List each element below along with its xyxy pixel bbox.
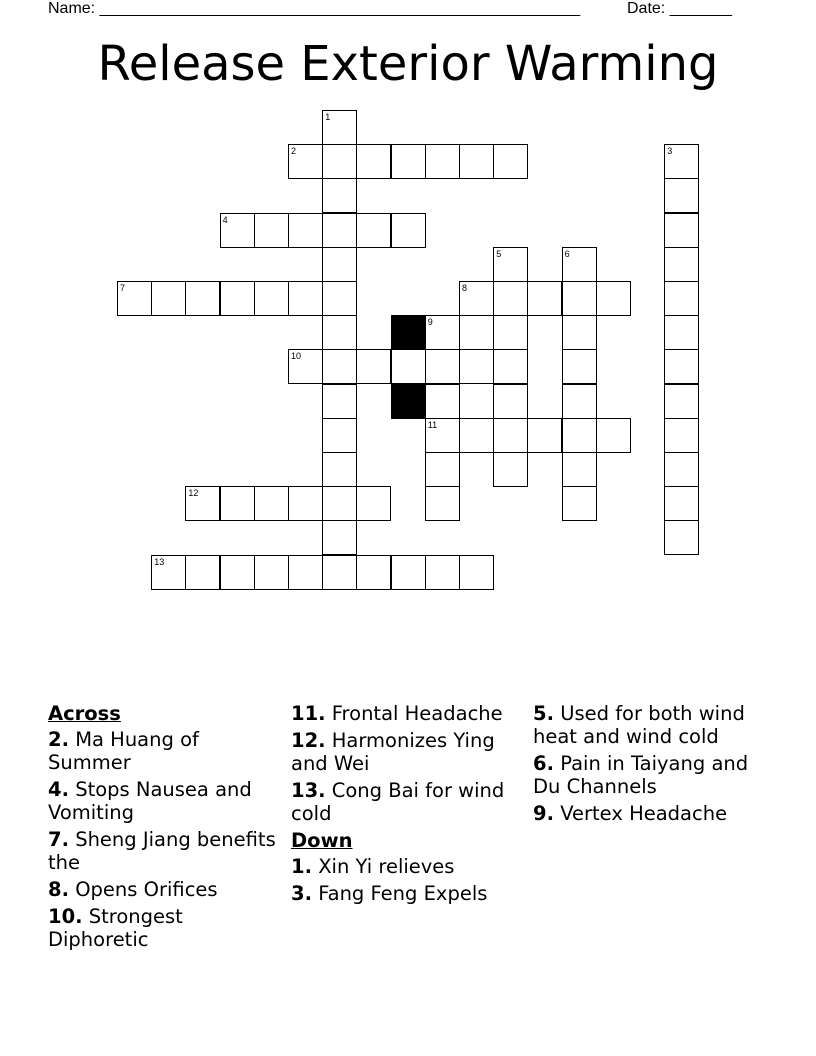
clue-number: 4 [222, 214, 228, 225]
grid-cell[interactable] [391, 213, 426, 248]
grid-cell[interactable] [562, 418, 597, 453]
grid-cell[interactable] [254, 281, 289, 316]
date-field: Date: _______ [627, 0, 732, 17]
clue-across-11: 11. Frontal Headache [291, 702, 503, 725]
grid-cell[interactable] [356, 555, 391, 590]
grid-cell[interactable] [322, 520, 357, 555]
clue-down-6: 6. Pain in Taiyang and Du Channels [533, 752, 749, 798]
grid-cell[interactable] [322, 213, 357, 248]
grid-cell[interactable] [562, 349, 597, 384]
grid-cell[interactable] [459, 281, 494, 316]
clues-column-1 [48, 702, 278, 955]
clue-number: 12 [188, 488, 199, 499]
grid-cell[interactable] [322, 110, 357, 145]
grid-cell[interactable] [459, 555, 494, 590]
clue-number: 6 [564, 248, 570, 259]
grid-cell[interactable] [288, 486, 323, 521]
clue-number: 9 [427, 317, 433, 328]
clue-number: 11 [427, 419, 438, 430]
grid-cell[interactable] [322, 315, 357, 350]
black-cell [391, 315, 426, 350]
clue-across-7: 7. Sheng Jiang benefits the [48, 828, 276, 874]
grid-cell[interactable] [322, 555, 357, 590]
puzzle-title: Release Exterior Warming [97, 36, 719, 92]
grid-cell[interactable] [493, 144, 528, 179]
clue-number: 13 [154, 556, 165, 567]
grid-cell[interactable] [356, 144, 391, 179]
grid-cell[interactable] [493, 247, 528, 282]
grid-cell[interactable] [664, 349, 699, 384]
grid-cell[interactable] [220, 213, 255, 248]
clues-column-3 [533, 702, 763, 829]
grid-cell[interactable] [391, 555, 426, 590]
grid-cell[interactable] [254, 555, 289, 590]
grid-cell[interactable] [254, 486, 289, 521]
grid-cell[interactable] [425, 418, 460, 453]
grid-cell[interactable] [288, 144, 323, 179]
grid-cell[interactable] [664, 144, 699, 179]
grid-cell[interactable] [356, 349, 391, 384]
grid-cell[interactable] [254, 213, 289, 248]
clue-across-8: 8. Opens Orifices [48, 878, 218, 901]
grid-cell[interactable] [220, 281, 255, 316]
grid-cell[interactable] [425, 384, 460, 419]
grid-cell[interactable] [459, 144, 494, 179]
clue-down-5: 5. Used for both wind heat and wind cold [533, 702, 745, 748]
clue-across-10: 10. Strongest Diphoretic [48, 905, 183, 951]
grid-cell[interactable] [185, 486, 220, 521]
grid-cell[interactable] [391, 144, 426, 179]
grid-cell[interactable] [562, 452, 597, 487]
grid-cell[interactable] [322, 144, 357, 179]
clue-across-13: 13. Cong Bai for wind cold [291, 779, 505, 825]
grid-cell[interactable] [527, 281, 562, 316]
grid-cell[interactable] [527, 418, 562, 453]
grid-cell[interactable] [493, 452, 528, 487]
grid-cell[interactable] [664, 418, 699, 453]
clue-number: 1 [325, 112, 331, 122]
grid-cell[interactable] [459, 349, 494, 384]
name-field: Name: ______________________________________________________ [48, 0, 581, 17]
clue-number: 7 [120, 283, 126, 293]
grid-cell[interactable] [322, 178, 357, 213]
grid-cell[interactable] [356, 213, 391, 248]
grid-cell[interactable] [425, 486, 460, 521]
grid-cell[interactable] [391, 349, 426, 384]
grid-cell[interactable] [562, 486, 597, 521]
grid-cell[interactable] [562, 384, 597, 419]
down-heading: Down [291, 829, 353, 852]
grid-cell[interactable] [664, 520, 699, 555]
grid-cell[interactable] [664, 452, 699, 487]
grid-cell[interactable] [322, 281, 357, 316]
grid-cell[interactable] [425, 452, 460, 487]
grid-cell[interactable] [185, 555, 220, 590]
grid-cell[interactable] [151, 281, 186, 316]
grid-cell[interactable] [664, 486, 699, 521]
grid-cell[interactable] [493, 281, 528, 316]
grid-cell[interactable] [596, 418, 631, 453]
clue-down-1: 1. Xin Yi relieves [291, 855, 455, 878]
clue-number: 8 [462, 283, 468, 293]
grid-cell[interactable] [425, 315, 460, 350]
grid-cell[interactable] [322, 384, 357, 419]
grid-cell[interactable] [151, 555, 186, 590]
grid-cell[interactable] [220, 486, 255, 521]
clue-across-4: 4. Stops Nausea and Vomiting [48, 778, 252, 824]
black-cell [391, 384, 426, 419]
grid-cell[interactable] [664, 213, 699, 248]
across-heading: Across [48, 702, 121, 725]
grid-cell[interactable] [664, 315, 699, 350]
grid-cell[interactable] [664, 384, 699, 419]
grid-cell[interactable] [562, 315, 597, 350]
clues-column-2 [291, 702, 511, 909]
clue-down-9: 9. Vertex Headache [533, 802, 728, 825]
clue-number: 5 [496, 248, 502, 259]
grid-cell[interactable] [459, 418, 494, 453]
grid-cell[interactable] [185, 281, 220, 316]
grid-cell[interactable] [493, 349, 528, 384]
grid-cell[interactable] [322, 486, 357, 521]
grid-cell[interactable] [288, 349, 323, 384]
grid-cell[interactable] [562, 281, 597, 316]
grid-cell[interactable] [356, 486, 391, 521]
grid-cell[interactable] [117, 281, 152, 316]
grid-cell[interactable] [425, 349, 460, 384]
grid-cell[interactable] [562, 247, 597, 282]
grid-cell[interactable] [288, 213, 323, 248]
grid-cell[interactable] [596, 281, 631, 316]
grid-cell[interactable] [288, 555, 323, 590]
grid-cell[interactable] [322, 452, 357, 487]
grid-cell[interactable] [425, 144, 460, 179]
grid-cell[interactable] [664, 281, 699, 316]
grid-cell[interactable] [288, 281, 323, 316]
grid-cell[interactable] [322, 349, 357, 384]
clue-across-2: 2. Ma Huang of Summer [48, 728, 199, 774]
grid-cell[interactable] [493, 384, 528, 419]
clue-number: 3 [667, 146, 673, 157]
clue-number: 10 [291, 351, 302, 362]
grid-cell[interactable] [322, 418, 357, 453]
grid-cell[interactable] [220, 555, 255, 590]
grid-cell[interactable] [493, 315, 528, 350]
clue-across-12: 12. Harmonizes Ying and Wei [291, 729, 495, 775]
grid-cell[interactable] [322, 247, 357, 282]
clue-number: 2 [291, 146, 297, 157]
grid-cell[interactable] [425, 555, 460, 590]
grid-cell[interactable] [664, 247, 699, 282]
grid-cell[interactable] [493, 418, 528, 453]
grid-cell[interactable] [664, 178, 699, 213]
clue-down-3: 3. Fang Feng Expels [291, 882, 488, 905]
